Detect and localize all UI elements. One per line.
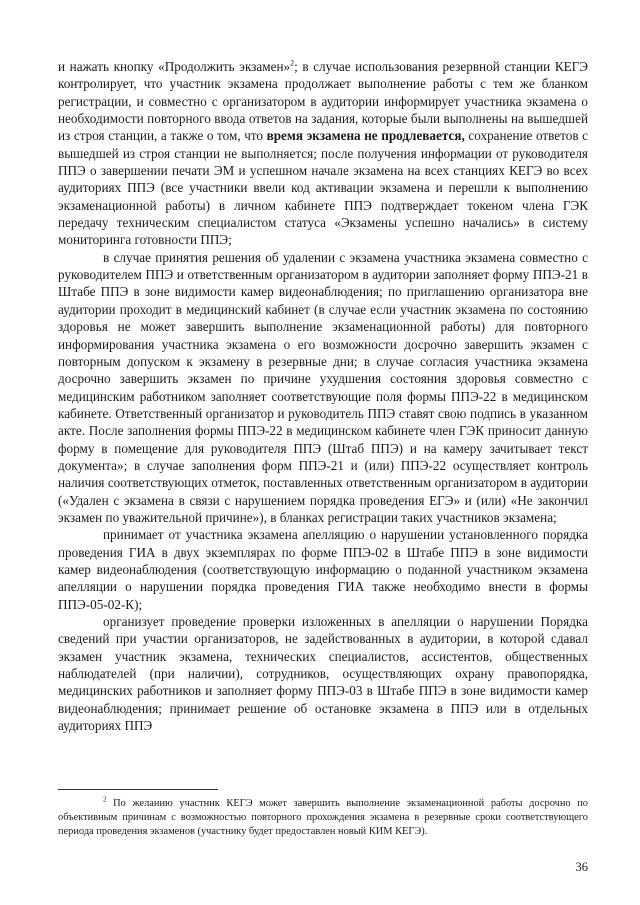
paragraph-1-part-4: сохранение ответов с вышедшей из строя станции не выполняется; после получения информации от руководителя ППЭ о завершении печати ЭМ и успешном начале экзамена на всех станциях КЕГЭ во всех аудиториях ППЭ (все участники ввели код активации экзамена и перешли к выполнению экзаменационной работы) в личном кабинете ППЭ подтверждает токеном члена ГЭК передачу техническим специалистом статуса «Экзамены успешно начались» в систему мониторинга готовности ППЭ; bbox=[58, 128, 588, 248]
document-body bbox=[58, 58, 588, 734]
paragraph-1-bold-text: время экзамена не продлевается, bbox=[266, 128, 465, 144]
footnote-reference: 2 bbox=[290, 58, 295, 68]
paragraph-1-part-1: и нажать кнопку «Продолжить экзамен» bbox=[58, 59, 291, 74]
footnote-divider bbox=[58, 789, 218, 790]
page-number: 36 bbox=[575, 860, 588, 874]
paragraph-appeal-review: организует проведение проверки изложенных в апелляции о нарушении Порядка сведений при участии организаторов, не задействованных в аудитории, в которой сдавал экзамен участник экзамена, технических специалистов, ассистентов, общественных наблюдателей (при наличии), сотрудников, осуществляющих охрану правопорядка, медицинских работников и заполняет форму ППЭ-03 в Штабе ППЭ в зоне видимости камер видеонаблюдения; принимает решение об остановке экзамена в ППЭ или в отдельных аудиториях ППЭ bbox=[58, 614, 588, 734]
footnote-mark: 2 bbox=[103, 795, 107, 804]
footnote-text: По желанию участник КЕГЭ может завершить выполнение экзаменационной работы досрочно по объективным причинам с возможностью повторного прохождения экзамена в резервные сроки соответствующего периода проведения экзаменов (участнику будет предоставлен новый КИМ КЕГЭ). bbox=[58, 798, 588, 837]
paragraph-appeal: принимает от участника экзамена апелляцию о нарушении установленного порядка проведения ГИА в двух экземплярах по форме ППЭ-02 в Штабе ППЭ в зоне видимости камер видеонаблюдения (соответствующую информацию о поданной участником экзамена апелляции о нарушении порядка проведения ГИА также необходимо внести в формы ППЭ-05-02-К); bbox=[58, 527, 588, 612]
footnote bbox=[58, 797, 588, 839]
paragraph-removal-from-exam: в случае принятия решения об удалении с экзамена участника экзамена совместно с руководителем ППЭ и ответственным организатором в аудитории заполняет форму ППЭ-21 в Штабе ППЭ в зоне видимости камер видеонаблюдения; по приглашению организатора вне аудитории проходит в медицинский кабинет (в случае если участник экзамена по состоянию здоровья не может завершить выполнение экзаменационной работы) для повторного информирования участника экзамена о его возможности досрочно завершить экзамен с повторным допуском к экзамену в резервные дни; в случае согласия участника экзамена досрочно завершить экзамен по причине ухудшения состояния здоровья совместно с медицинским работником заполняет соответствующие поля формы ППЭ-22 в медицинском кабинете. Ответственный организатор и руководитель ППЭ ставят свою подпись в указанном акте. После заполнения формы ППЭ-22 в медицинском кабинете член ГЭК приносит данную форму в помещение для руководителя ППЭ (Штаб ППЭ) и на камеру зачитывает текст документа»; в случае заполнения форм ППЭ-21 и (или) ППЭ-22 осуществляет контроль наличия соответствующих отметок, поставленных ответственным организатором в аудитории («Удален с экзамена в связи с нарушением порядка проведения ЕГЭ» и (или) «Не закончил экзамен по уважительной причине»), в бланках регистрации таких участников экзамена; bbox=[58, 249, 588, 525]
paragraph-1-part-2: ; в случае использования резервной станции КЕГЭ контролирует, что участник экзамена продолжает выполнение работы с тем же бланком регистрации, и совместно с организатором в аудитории информирует участника экзамена о необходимости повторного ввода ответов на задания, которые были выполнены на вышедшей из строя станции, а также о том, что bbox=[58, 59, 588, 144]
paragraph-continue-exam bbox=[58, 58, 588, 249]
